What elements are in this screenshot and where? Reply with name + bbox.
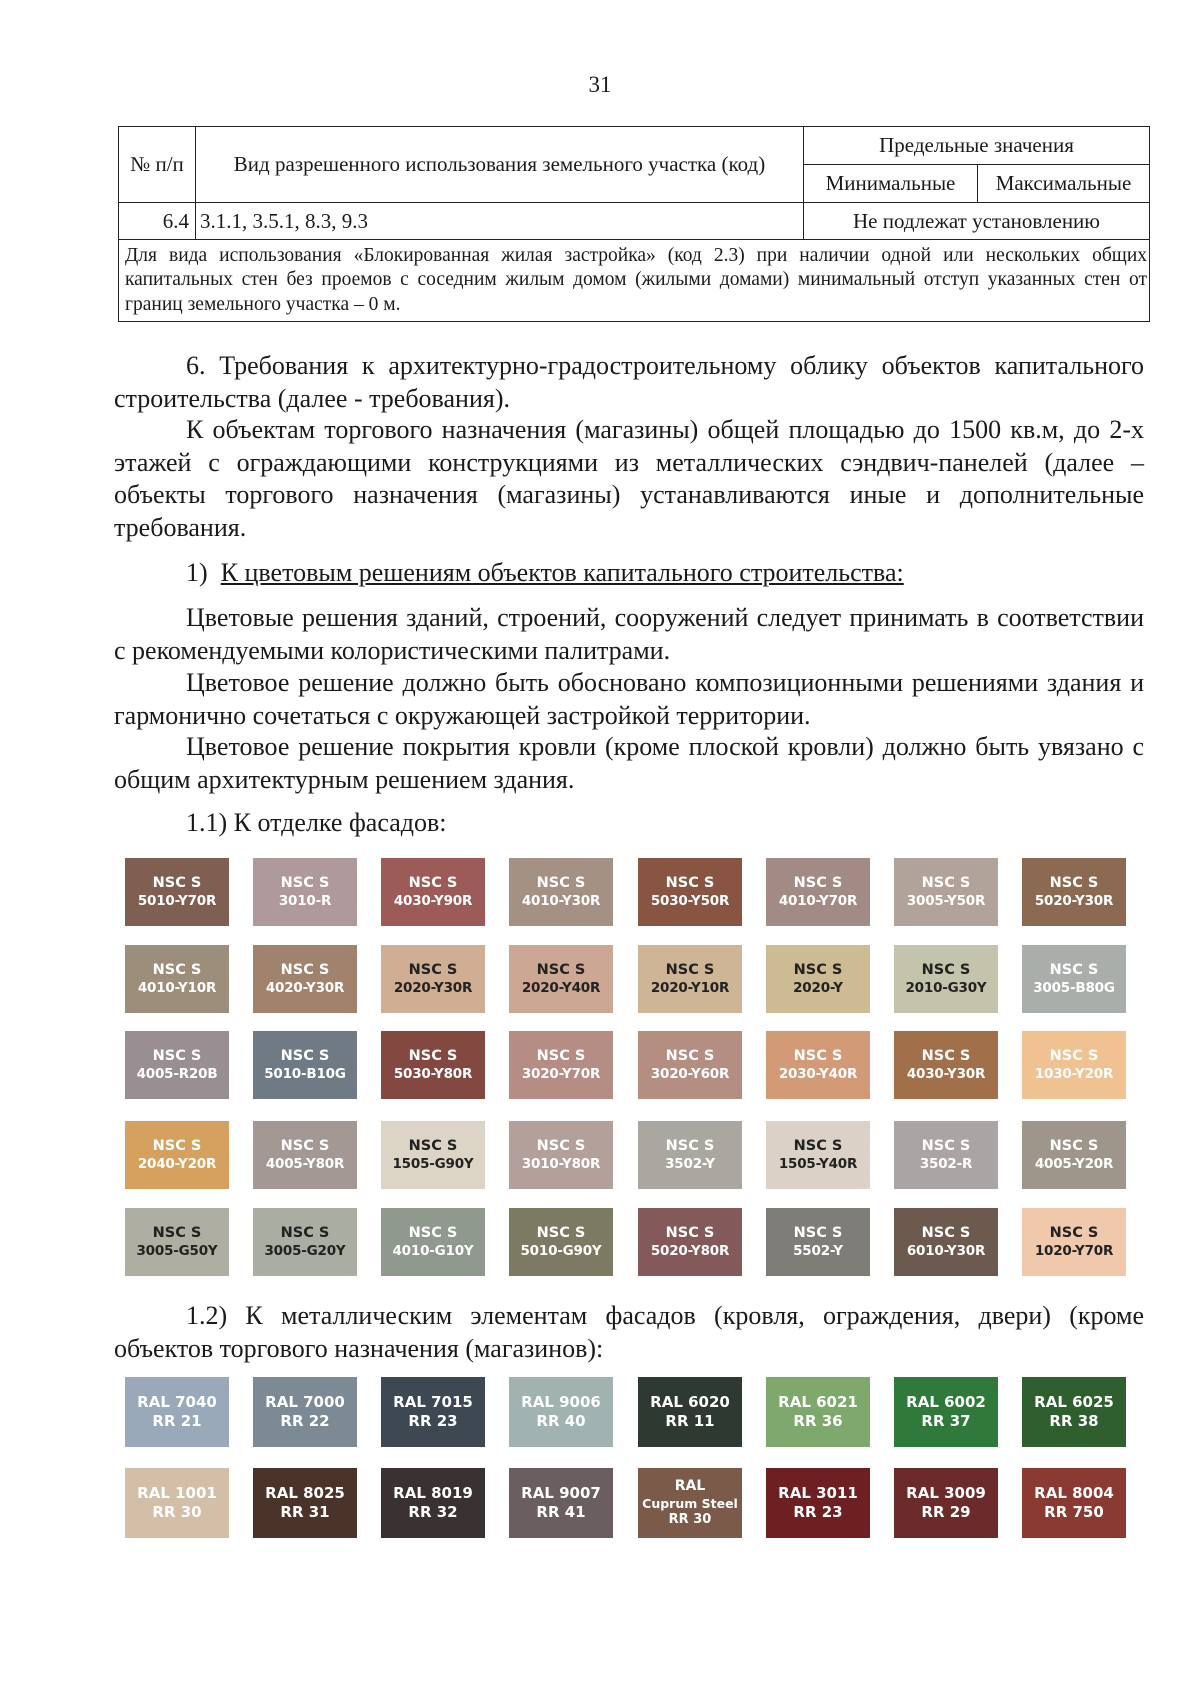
ral-swatch-label: RAL 9006	[521, 1392, 601, 1411]
section-1-number: 1)	[186, 558, 208, 587]
nsc-swatch-code: 3010-Y80R	[521, 1155, 601, 1172]
nsc-swatch	[638, 945, 742, 1013]
nsc-swatch	[381, 858, 485, 926]
nsc-swatch-code: 2020-Y10R	[650, 979, 730, 996]
nsc-swatch-label: NSC S	[921, 874, 971, 891]
nsc-swatch	[125, 945, 229, 1013]
row-num: 6.4	[119, 203, 196, 240]
nsc-swatch	[766, 858, 870, 926]
nsc-swatch	[638, 1031, 742, 1099]
nsc-swatch-code: 4030-Y30R	[906, 1065, 986, 1082]
nsc-swatch-label: NSC S	[536, 961, 586, 978]
nsc-swatch	[894, 1031, 998, 1099]
ral-swatch-label: RAL 6025	[1034, 1392, 1114, 1411]
nsc-swatch	[894, 1208, 998, 1276]
ral-swatch-code: RR 23	[408, 1412, 458, 1430]
ral-swatch-code: RR 40	[536, 1412, 586, 1430]
nsc-swatch-label: NSC S	[280, 1047, 330, 1064]
ral-swatch	[381, 1468, 485, 1538]
ral-swatch-code: RR 32	[408, 1503, 458, 1521]
nsc-swatch-code: 3020-Y60R	[650, 1065, 730, 1082]
ral-swatch	[1022, 1377, 1126, 1447]
nsc-swatch	[509, 1031, 613, 1099]
ral-swatch-label: RAL 3011	[778, 1483, 858, 1502]
ral-swatch	[509, 1377, 613, 1447]
nsc-swatch-code: 4005-Y80R	[265, 1155, 345, 1172]
section-1-title: К цветовым решениям объектов капитального строительства:	[220, 558, 904, 587]
nsc-swatch	[509, 1121, 613, 1189]
nsc-swatch	[638, 1121, 742, 1189]
ral-swatch	[509, 1468, 613, 1538]
ral-swatch-label: RAL 7040	[137, 1392, 217, 1411]
ral-swatch-code: RR 30	[668, 1511, 712, 1527]
nsc-swatch	[1022, 945, 1126, 1013]
nsc-swatch	[1022, 858, 1126, 926]
nsc-swatch-label: NSC S	[280, 1137, 330, 1154]
metal-heading: 1.2) К металлическим элементам фасадов (кровля, ограждения, двери) (кроме объектов торгового назначения (магазинов):	[114, 1301, 1144, 1363]
nsc-swatch-label: NSC S	[152, 874, 202, 891]
ral-swatch	[253, 1468, 357, 1538]
nsc-swatch-label: NSC S	[665, 1224, 715, 1241]
nsc-swatch-label: NSC S	[793, 874, 843, 891]
ral-swatch	[125, 1468, 229, 1538]
nsc-swatch-label: NSC S	[280, 1224, 330, 1241]
ral-swatch-code: RR 22	[280, 1412, 330, 1430]
nsc-swatch	[381, 1121, 485, 1189]
paragraph-roof: Цветовое решение покрытия кровли (кроме плоской кровли) должно быть увязано с общим архитектурным решением здания.	[114, 732, 1144, 794]
nsc-swatch-code: 3502-Y	[665, 1155, 715, 1172]
header-limits: Предельные значения	[804, 127, 1150, 165]
nsc-swatch-code: 5020-Y80R	[650, 1242, 730, 1259]
ral-swatch	[381, 1377, 485, 1447]
ral-swatch	[638, 1377, 742, 1447]
ral-swatch-code: RR 36	[793, 1412, 843, 1430]
nsc-swatch	[894, 945, 998, 1013]
nsc-swatch-label: NSC S	[280, 961, 330, 978]
ral-swatch-code: RR 30	[152, 1503, 202, 1521]
nsc-swatch-label: NSC S	[665, 874, 715, 891]
nsc-swatch-label: NSC S	[1049, 961, 1099, 978]
ral-swatch-label: RAL 6002	[906, 1392, 986, 1411]
nsc-swatch-label: NSC S	[665, 1137, 715, 1154]
nsc-swatch	[381, 1031, 485, 1099]
ral-swatch-code: RR 750	[1044, 1503, 1104, 1521]
nsc-swatch-code: 5020-Y30R	[1034, 892, 1114, 909]
nsc-swatch-label: NSC S	[1049, 1224, 1099, 1241]
nsc-swatch	[253, 1208, 357, 1276]
ral-swatch	[894, 1377, 998, 1447]
ral-swatch-code: RR 37	[921, 1412, 971, 1430]
nsc-swatch-label: NSC S	[536, 1047, 586, 1064]
ral-swatch-label: RAL 1001	[137, 1483, 217, 1502]
nsc-swatch-code: 5030-Y50R	[650, 892, 730, 909]
nsc-swatch-code: 5502-Y	[793, 1242, 843, 1259]
nsc-swatch-code: 5030-Y80R	[393, 1065, 473, 1082]
ral-swatch	[125, 1377, 229, 1447]
ral-swatch	[253, 1377, 357, 1447]
limits-table	[118, 126, 1150, 322]
nsc-swatch-label: NSC S	[152, 1224, 202, 1241]
nsc-swatch-code: 3502-R	[919, 1155, 973, 1172]
ral-swatch-code: RR 23	[793, 1503, 843, 1521]
nsc-swatch-code: 5010-Y70R	[137, 892, 217, 909]
nsc-swatch	[253, 1031, 357, 1099]
ral-swatch	[638, 1468, 742, 1538]
nsc-swatch	[381, 1208, 485, 1276]
page-number: 31	[588, 72, 612, 97]
header-num: № п/п	[119, 127, 196, 203]
ral-swatch	[766, 1377, 870, 1447]
facade-heading: 1.1) К отделке фасадов:	[186, 808, 447, 837]
nsc-swatch-code: 3020-Y70R	[521, 1065, 601, 1082]
nsc-swatch-label: NSC S	[408, 874, 458, 891]
nsc-swatch	[125, 1121, 229, 1189]
nsc-swatch-code: 4010-Y30R	[521, 892, 601, 909]
nsc-swatch-code: 2030-Y40R	[778, 1065, 858, 1082]
nsc-swatch	[894, 858, 998, 926]
nsc-swatch-label: NSC S	[1049, 1047, 1099, 1064]
nsc-swatch-label: NSC S	[1049, 1137, 1099, 1154]
nsc-swatch-label: NSC S	[408, 1224, 458, 1241]
paragraph-palettes: Цветовые решения зданий, строений, сооружений следует принимать в соответствии с рекомендуемыми колористическими палитрами.	[114, 603, 1144, 665]
row-codes: 3.1.1, 3.5.1, 8.3, 9.3	[196, 203, 804, 240]
header-kind: Вид разрешенного использования земельного участка (код)	[196, 127, 804, 203]
nsc-swatch-code: 4010-Y70R	[778, 892, 858, 909]
nsc-swatch-code: 4020-Y30R	[265, 979, 345, 996]
table-note: Для вида использования «Блокированная жилая застройка» (код 2.3) при наличии одной или нескольких общих капитальных стен без проемов с соседним жилым домом (жилыми домами) минимальный отступ указанных стен от границ земельного участка – 0 м.	[119, 240, 1150, 322]
nsc-swatch	[1022, 1031, 1126, 1099]
ral-swatch-code: RR 29	[921, 1503, 971, 1521]
ral-swatch-label: RAL 8004	[1034, 1483, 1114, 1502]
nsc-swatch-label: NSC S	[665, 1047, 715, 1064]
nsc-swatch	[509, 945, 613, 1013]
ral-swatch-code: Cuprum Steel	[642, 1495, 738, 1511]
ral-swatch-code: RR 38	[1049, 1412, 1099, 1430]
ral-swatch-label: RAL 7015	[393, 1392, 473, 1411]
header-min: Минимальные	[804, 165, 978, 203]
nsc-swatch-code: 2010-G30Y	[905, 979, 987, 996]
ral-swatch-label: RAL 9007	[521, 1483, 601, 1502]
ral-swatch-code: RR 41	[536, 1503, 586, 1521]
nsc-swatch-label: NSC S	[536, 1137, 586, 1154]
nsc-swatch	[509, 858, 613, 926]
nsc-swatch-label: NSC S	[921, 1137, 971, 1154]
ral-swatch-code: RR 11	[665, 1412, 715, 1430]
nsc-swatch-label: NSC S	[793, 1047, 843, 1064]
nsc-swatch	[381, 945, 485, 1013]
nsc-swatch-code: 2020-Y	[793, 979, 843, 996]
nsc-swatch-label: NSC S	[280, 874, 330, 891]
ral-swatch-label: RAL 6021	[778, 1392, 858, 1411]
ral-swatch	[766, 1468, 870, 1538]
nsc-swatch-label: NSC S	[536, 874, 586, 891]
ral-swatch	[1022, 1468, 1126, 1538]
nsc-swatch-code: 2040-Y20R	[137, 1155, 217, 1172]
nsc-swatch	[638, 858, 742, 926]
section-1-heading	[114, 557, 1144, 590]
nsc-swatch-code: 1020-Y70R	[1034, 1242, 1114, 1259]
nsc-swatch-code: 4005-R20B	[136, 1065, 218, 1082]
nsc-swatch-label: NSC S	[152, 1137, 202, 1154]
nsc-swatch-label: NSC S	[921, 961, 971, 978]
nsc-swatch-code: 4005-Y20R	[1034, 1155, 1114, 1172]
ral-swatch-label: RAL 6020	[650, 1392, 730, 1411]
nsc-swatch-label: NSC S	[408, 961, 458, 978]
nsc-swatch-label: NSC S	[921, 1047, 971, 1064]
nsc-swatch-code: 1505-G90Y	[392, 1155, 474, 1172]
nsc-swatch-code: 5010-G90Y	[520, 1242, 602, 1259]
nsc-swatch	[125, 858, 229, 926]
nsc-swatch-code: 4010-Y10R	[137, 979, 217, 996]
nsc-swatch-code: 3005-G50Y	[136, 1242, 218, 1259]
nsc-swatch-label: NSC S	[665, 961, 715, 978]
nsc-swatch-label: NSC S	[152, 1047, 202, 1064]
nsc-swatch-code: 3005-B80G	[1033, 979, 1115, 996]
nsc-swatch	[509, 1208, 613, 1276]
nsc-swatch	[1022, 1208, 1126, 1276]
ral-swatch-label: RAL 3009	[906, 1483, 986, 1502]
nsc-swatch-label: NSC S	[793, 961, 843, 978]
ral-swatch-label: RAL 8019	[393, 1483, 473, 1502]
nsc-swatch-label: NSC S	[408, 1137, 458, 1154]
nsc-swatch-label: NSC S	[536, 1224, 586, 1241]
nsc-swatch-label: NSC S	[921, 1224, 971, 1241]
nsc-swatch	[638, 1208, 742, 1276]
header-max: Максимальные	[978, 165, 1150, 203]
ral-swatch-label: RAL 7000	[265, 1392, 345, 1411]
nsc-swatch-code: 4010-G10Y	[392, 1242, 474, 1259]
nsc-swatch-code: 4030-Y90R	[393, 892, 473, 909]
nsc-swatch-label: NSC S	[793, 1224, 843, 1241]
nsc-swatch	[766, 945, 870, 1013]
nsc-swatch-label: NSC S	[152, 961, 202, 978]
ral-swatch-label: RAL 8025	[265, 1483, 345, 1502]
nsc-swatch-code: 2020-Y40R	[521, 979, 601, 996]
nsc-swatch	[253, 858, 357, 926]
nsc-swatch-code: 5010-B10G	[264, 1065, 346, 1082]
paragraph-requirements: 6. Требования к архитектурно-градостроительному облику объектов капитального строительства (далее - требования).	[114, 351, 1144, 413]
ral-swatch-label: RAL	[674, 1478, 706, 1495]
nsc-swatch-label: NSC S	[793, 1137, 843, 1154]
nsc-swatch	[253, 1121, 357, 1189]
nsc-swatch-code: 1030-Y20R	[1034, 1065, 1114, 1082]
nsc-swatch-label: NSC S	[1049, 874, 1099, 891]
nsc-swatch-code: 6010-Y30R	[906, 1242, 986, 1259]
nsc-swatch-code: 3010-R	[278, 892, 332, 909]
ral-swatch-code: RR 21	[152, 1412, 202, 1430]
nsc-swatch	[766, 1121, 870, 1189]
nsc-swatch	[766, 1031, 870, 1099]
nsc-swatch-code: 3005-Y50R	[906, 892, 986, 909]
nsc-swatch	[125, 1208, 229, 1276]
ral-swatch-code: RR 31	[280, 1503, 330, 1521]
nsc-swatch-code: 3005-G20Y	[264, 1242, 346, 1259]
nsc-swatch	[125, 1031, 229, 1099]
nsc-swatch-code: 2020-Y30R	[393, 979, 473, 996]
nsc-swatch-label: NSC S	[408, 1047, 458, 1064]
nsc-swatch	[253, 945, 357, 1013]
row-value: Не подлежат установлению	[804, 203, 1150, 240]
paragraph-composition: Цветовое решение должно быть обосновано композиционными решениями здания и гармонично сочетаться с окружающей застройкой территории.	[114, 668, 1144, 730]
nsc-swatch	[766, 1208, 870, 1276]
nsc-swatch	[1022, 1121, 1126, 1189]
paragraph-shops: К объектам торгового назначения (магазины) общей площадью до 1500 кв.м, до 2-х этажей с ограждающими конструкциями из металлических сэндвич-панелей (далее – объекты торгового назначения (магазины) устанавливаются иные и дополнительные требования.	[114, 415, 1144, 542]
nsc-swatch-code: 1505-Y40R	[778, 1155, 858, 1172]
nsc-swatch	[894, 1121, 998, 1189]
ral-swatch	[894, 1468, 998, 1538]
